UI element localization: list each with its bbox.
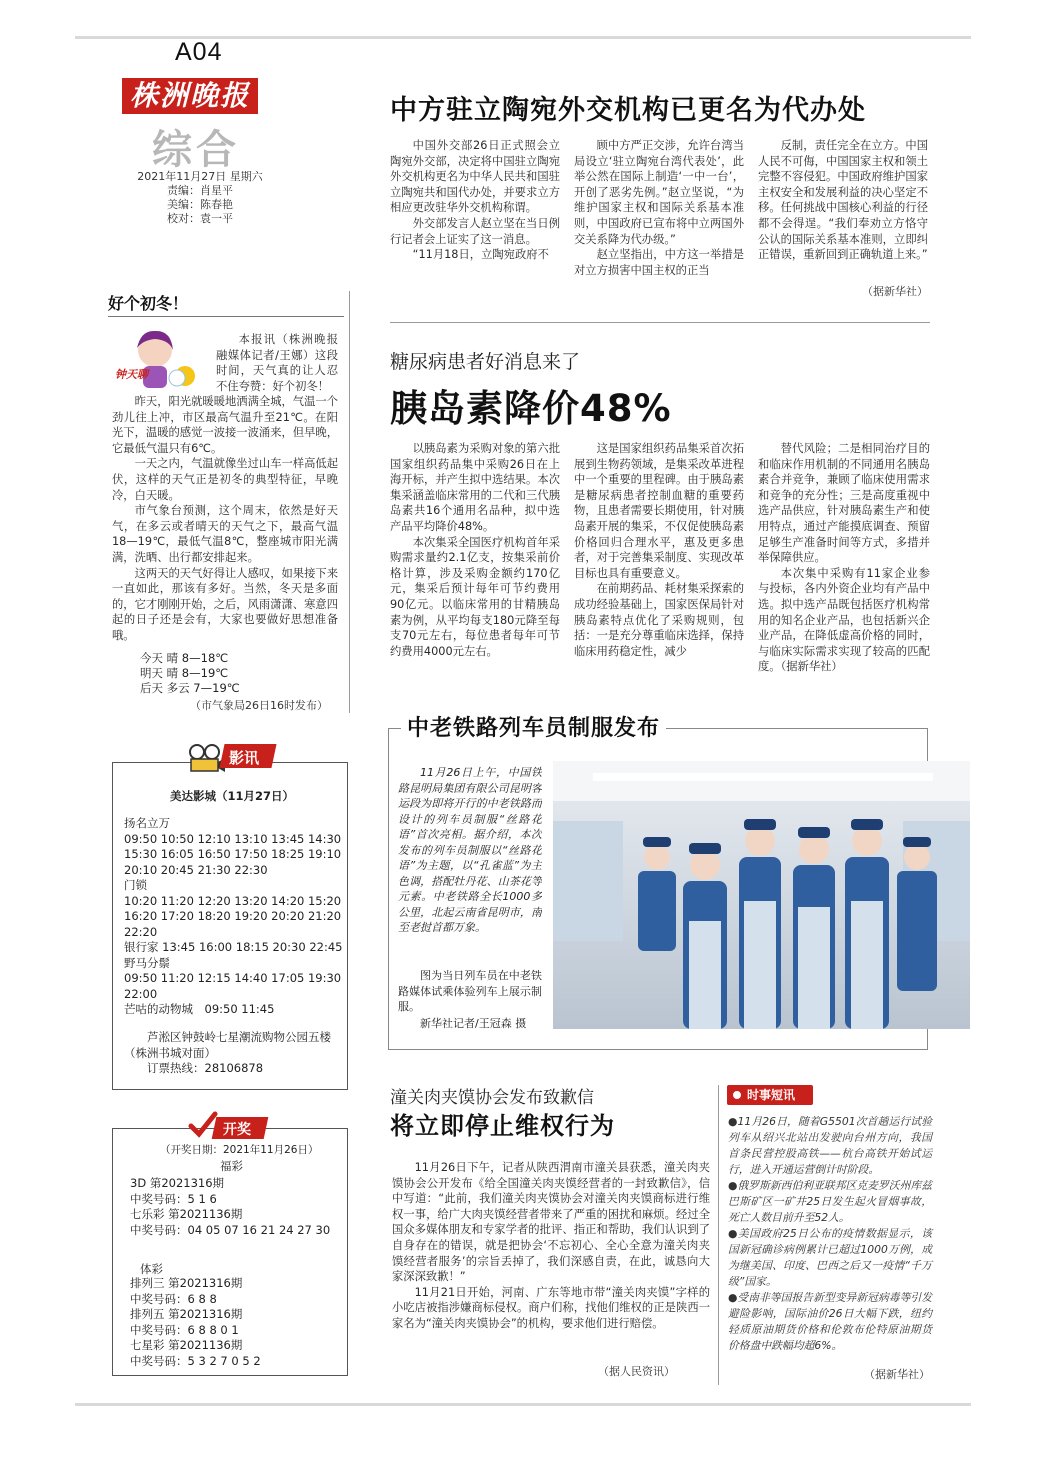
article1-headline: 中方驻立陶宛外交机构已更名为代办处 [390,95,866,126]
article2-headline: 胰岛素降价48% [390,387,672,430]
article4-headline: 将立即停止维权行为 [390,1112,615,1140]
sports-lottery-results: 排列三 第2021316期 中奖号码：6 8 8 排列五 第2021316期 中奖号码：6 8 8 0 1 七星彩 第2021136期 中奖号码：5 3 2 7 0 5 2 [130,1276,261,1368]
article3-body: 11月26日上午，中国铁路昆明局集团有限公司昆明客运段为即将开行的中老铁路而设计的列车员制服“丝路花语”首次亮相。据介绍，本次发布的列车员制服以“丝路花语”为主题，以“孔雀蓝”为主色调，搭配牡丹花、山茶花等元素。中老铁路全长1000多公里，北起云南省昆明市，南至老挝首都万象。 [398,766,542,934]
article1-column-1: 中国外交部26日正式照会立陶宛外交部，决定将中国驻立陶宛外交机构更名为中华人民共和国驻立陶宛共和国代办处，并要求立方相应更改驻华外交机构称谓。 外交部发言人赵立坚在当日例行记者会上证实了这一消息。 “11月18日，立陶宛政府不 [390,139,560,262]
movie-title: 门锁 [124,878,147,892]
divider [390,322,930,323]
brief-item: ●受南非等国报告新型变异新冠病毒等引发避险影响，国际油价26日大幅下跌，纽约轻质原油期货价格和伦敦布伦特原油期货价格盘中跌幅均超6%。 [728,1291,932,1352]
bottom-rule [75,1403,971,1406]
sports-lottery-label: 体彩 [140,1262,163,1276]
forecast-day-after: 后天 多云 7—19℃ [140,681,240,695]
article4-kicker: 潼关肉夹馍协会发布致歉信 [390,1088,594,1108]
weather-column-divider [349,291,350,713]
bullet-icon [731,1089,743,1101]
article2-column-1: 以胰岛素为采购对象的第六批国家组织药品集中采购26日在上海开标，并产生拟中选结果。本次集采涵盖临床常用的二代和三代胰岛素共16个通用名品种，拟中选产品平均降价48%。 本次集采全国医疗机构首年采购需求量约2.1亿支，按集采前价格计算，涉及采购金额约170亿元，集采后预计每年可节约费用90亿元。以临床常用的甘精胰岛素为例，从平均每支180元降至每支70元左右，每位患者每年可节约费用4000元左右。 [390,442,560,658]
article3-headline: 中老铁路列车员制服发布 [401,711,666,742]
edition-meta [130,170,270,226]
movie-showtimes: 芒咕的动物城 09:50 11:45 [124,1002,275,1016]
weather-source: （市气象局26日16时发布） [190,699,328,712]
movie-title: 扬名立万 [124,816,170,830]
showtimes: 15:30 16:05 16:50 17:50 18:25 19:10 [124,847,342,861]
art-editor: 美编：陈春艳 [167,198,233,211]
article4-source: （据人民资讯） [598,1365,675,1378]
article1-column-3: 反制，责任完全在立方。中国人民不可侮，中国国家主权和领土完整不容侵犯。中国政府维护国家主权安全和发展利益的决心坚定不移。任何挑战中国核心利益的行径都不会得逞。“我们奉劝立方恪守公认的国际关系基本准则，立即纠正错误，重新回到正确轨道上来。” [758,139,928,262]
forecast-today: 今天 晴 8—18℃ [140,651,229,665]
article2-kicker: 糖尿病患者好消息来了 [390,351,581,373]
showtimes: 22:00 [124,986,158,1001]
movie-showtimes: 银行家 13:45 16:00 18:15 20:30 22:45 [124,940,343,954]
photo-caption: 图为当日列车员在中老铁路媒体试乘体验列车上展示制服。 [398,969,542,1013]
article1-column-2: 顾中方严正交涉，允许台湾当局设立‘驻立陶宛台湾代表处’，此举公然在国际上制造‘一中一台’，开创了恶劣先例。”赵立坚说，“为维护国家主权和国际关系基本准则，中国政府已宣布将中立两国外交关系降为代办级。” 赵立坚指出，中方这一举措是对立方损害中国主权的正当 [574,139,744,277]
movie-title: 野马分鬃 [124,955,170,970]
weather-lead: 本报讯（株洲晚报融媒体记者/王娜）这段时间，天气真的让人忍不住夸赞：好个初冬！ [216,333,338,393]
cinema-hotline: 订票热线：28106878 [147,1061,264,1075]
cinema-venue: 美达影城（11月27日） [170,789,295,803]
page-number: A04 [175,38,223,66]
showtimes: 09:50 10:50 12:10 13:10 13:45 14:30 [124,831,342,846]
cinema-address: 芦淞区钟鼓岭七星潮流购物公园五楼 （株洲书城对面） 订票热线：28106878 [124,1030,344,1077]
article4-body: 11月26日下午，记者从陕西渭南市潼关县获悉，潼关肉夹馍协会公开发布《给全国潼关肉夹馍经营者的一封致歉信》，信中写道：“此前，我们潼关肉夹馍协会对潼关肉夹馍商标进行维权一事，给广大肉夹馍经营者带来了严重的困扰和麻烦。经过全国众多媒体朋友和专家学者的批评、指正和帮助，我们认识到了自身存在的错误，就是把协会‘不忘初心、全心全意为潼关肉夹馍经营者服务’的宗旨丢掉了，我们深感自责，在此，诚恳向大家深深致歉！” 11月21日开始，河南、广东等地市带“潼关肉夹馍”字样的小吃店被指涉嫌商标侵权。商户们称，找他们维权的正是陕西一家名为“潼关肉夹馍协会”的机构，要求他们进行赔偿。 [392,1161,710,1330]
welfare-lottery-results: 3D 第2021316期 中奖号码：5 1 6 七乐彩 第2021136期 中奖号码：04 05 07 16 21 24 27 30 [130,1176,331,1237]
brief-item: ●美国政府25日公布的疫情数据显示，该国新冠确诊病例累计已超过1000万例，成为继美国、印度、巴西之后又一疫情“千万级”国家。 [728,1227,932,1288]
article2-column-2: 这是国家组织药品集采首次拓展到生物药领域，是集采改革进程中一个重要的里程碑。由于胰岛素是糖尿病患者控制血糖的重要药物，且患者需要长期使用，针对胰岛素开展的集采，不仅促使胰岛素价格回归合理水平，惠及更多患者，对于完善集采制度、实现改革目标也具有重要意义。 在前期药品、耗材集采探索的成功经验基础上，国家医保局针对胰岛素特点优化了采购规则，包括：一是充分尊重临床选择，保持临床用药稳定性，减少 [574,442,744,658]
weather-anchor-label: 钟天聊 [115,368,148,381]
article1-source: （据新华社） [862,285,928,298]
forecast-tomorrow: 明天 晴 8—19℃ [140,666,229,680]
showtimes: 09:50 11:20 12:15 14:40 17:05 19:30 [124,971,342,985]
welfare-lottery-label: 福彩 [220,1159,243,1173]
brief-item: ●11月26日，随着G5501次首趟运行试验列车从绍兴北站出发驶向台州方向，我国首条民营控股高铁——杭台高铁开始试运行，进入开通运营倒计时阶段。 [728,1115,932,1176]
editor: 责编：肖星平 [167,184,233,197]
photo-credit: 新华社记者/王冠森 摄 [420,1017,527,1030]
showtimes: 10:20 11:20 12:20 13:20 14:20 15:20 [124,893,342,908]
showtimes: 20:10 20:45 21:30 22:30 [124,862,268,877]
proofreader: 校对：袁一平 [167,212,233,225]
showtimes: 22:20 [124,924,158,939]
cinema-header-label: 影讯 [229,749,260,767]
showtimes: 16:20 17:20 18:20 19:20 20:20 21:20 [124,909,342,923]
weather-body: 昨天，阳光就暖暖地洒满全城，气温一个劲儿往上冲，市区最高气温升至21℃。在阳光下，温暖的感觉一波接一波涌来，但早晚，它最低气温只有6℃。 一天之内，气温就像坐过山车一样高低起伏，这样的天气正是初冬的典型特征，早晚冷，白天暖。 市气象台预测，这个周末，依然是好天气，在多云或者晴天的天气之下，最高气温18—19℃，最低气温8℃，整座城市阳光满满，洗晒、出行都安排起来。 这两天的天气好得让人感叹，如果接下来一直如此，那该有多好。当然，冬天是多面的，它才刚刚开始，之后，风雨潇潇、寒意四起的日子还是会有，大家也要做好思想准备哦。 [112,395,338,642]
train-attendants-photo [553,761,970,1029]
section-name: 综合 [152,126,240,173]
briefs-tag-label: 时事短讯 [747,1088,796,1102]
edition-date: 2021年11月27日 星期六 [137,170,263,183]
newspaper-masthead: 株洲晚报 [122,78,258,114]
film-projector-icon [186,744,226,774]
lottery-header-label: 开奖 [223,1122,251,1138]
briefs-list [728,1114,932,1354]
briefs-source: （据新华社） [864,1368,930,1381]
weather-forecast [140,651,240,696]
brief-item: ●俄罗斯新西伯利亚联邦区克麦罗沃州库兹巴斯矿区一矿井25日发生起火冒烟事故，死亡人数目前升至52人。 [728,1179,932,1224]
cinema-listings [124,816,344,1018]
article2-column-3: 替代风险；二是相同治疗目的和临床作用机制的不同通用名胰岛素合并竞争，兼顾了临床使用需求和竞争的充分性；三是高度重视中选产品供应，针对胰岛素生产和使用特点，通过产能摸底调查、预留足够生产准备时间等方式，多措并举保障供应。 本次集中采购有11家企业参与投标，各内外资企业均有产品中选。拟中选产品既包括医疗机构常用的知名企业产品，也包括新兴企业产品，在降低虚高价格的同时，与临床实际需求实现了较高的匹配度。（据新华社） [758,442,930,674]
weather-anchor-avatar [115,326,203,392]
briefs-divider [718,1085,719,1385]
lottery-date: （开奖日期：2021年11月26日） [160,1144,319,1156]
weather-headline: 好个初冬！ [108,294,189,313]
weather-title-rule [108,316,344,317]
